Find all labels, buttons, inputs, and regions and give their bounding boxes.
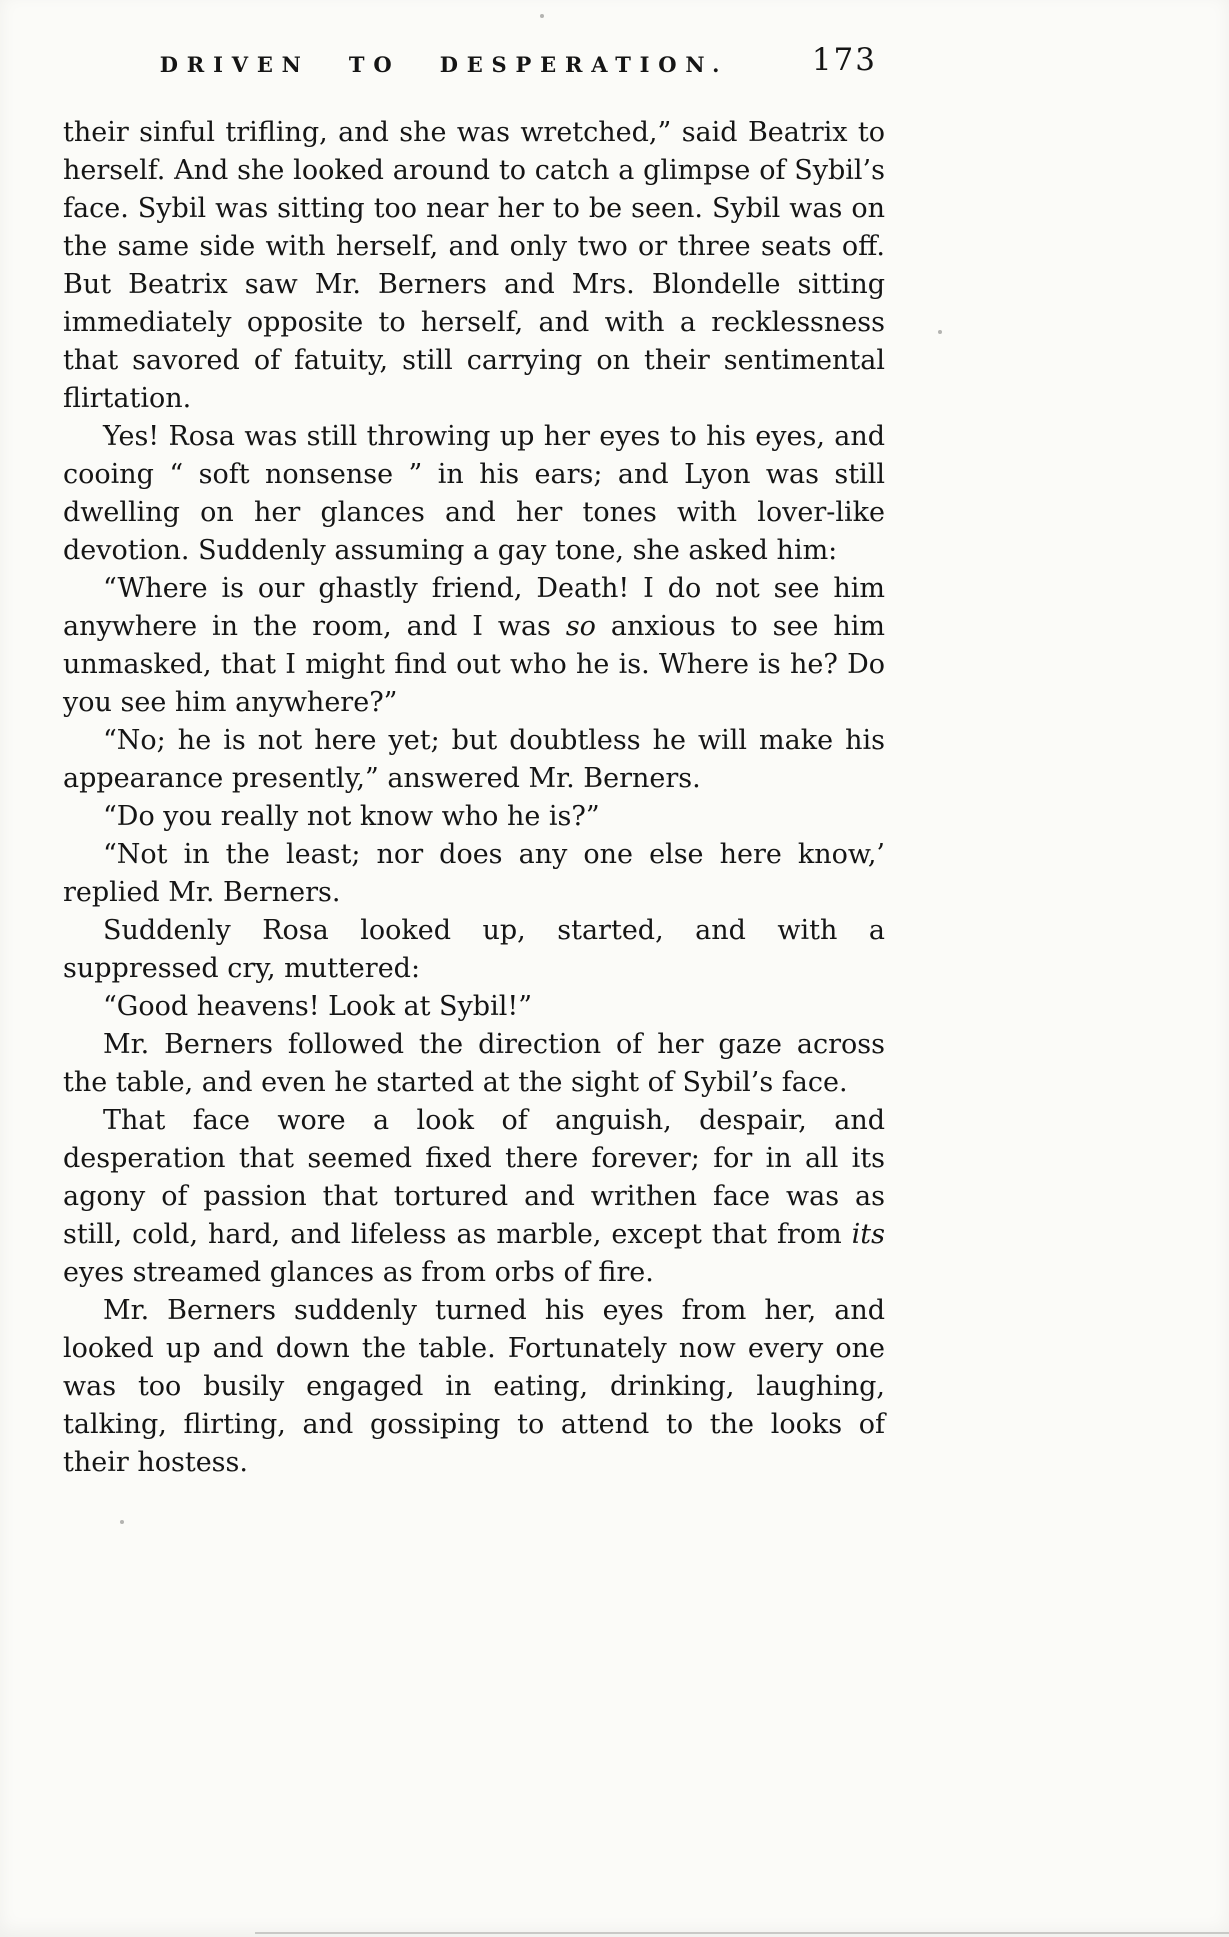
text-column	[63, 42, 885, 1482]
paragraph-text: That face wore a look of anguish, despair, and desperation that seemed fixed there forever; for in all its agony of passion that tortured and writhen face was as still, cold, hard, and lifeless as marble, except that from	[63, 1105, 885, 1250]
paragraph-text: its	[851, 1219, 885, 1250]
paragraph-text: Suddenly Rosa looked up, started, and with a suppressed cry, muttered:	[63, 915, 885, 984]
running-header-title: DRIVEN TO DESPERATION.	[159, 52, 729, 77]
paragraph	[63, 836, 885, 912]
paragraph	[63, 418, 885, 570]
paragraph	[63, 1102, 885, 1292]
scan-artifact-line	[255, 1932, 1229, 1934]
page-header	[63, 42, 885, 90]
paragraph	[63, 570, 885, 722]
paragraph-text: eyes streamed glances as from orbs of fire.	[63, 1257, 654, 1288]
paragraph-text: “No; he is not here yet; but doubtless he will make his appearance presently,” answered Mr. Berners.	[63, 725, 885, 794]
page-body	[63, 114, 885, 1482]
paragraph-text: “Good heavens! Look at Sybil!”	[103, 991, 532, 1022]
paragraph	[63, 798, 885, 836]
scan-speck	[540, 14, 544, 18]
paragraph-text: “Where is our ghastly friend, Death! I do not see him anywhere in the room, and I was	[63, 573, 885, 642]
page-number: 173	[811, 42, 877, 78]
paragraph-text: anxious to see him unmasked, that I might find out who he is. Where is he? Do you see him anywhere?”	[63, 611, 885, 718]
scan-speck	[938, 330, 942, 334]
paragraph-text: Yes! Rosa was still throwing up her eyes to his eyes, and cooing “ soft nonsense ” in his ears; and Lyon was still dwelling on her glances and her tones with lover-like devotion. Suddenly assuming a gay tone, she asked him:	[63, 421, 885, 566]
scan-speck	[120, 1520, 124, 1524]
paragraph-text: their sinful trifling, and she was wretched,” said Beatrix to herself. And she looked around to catch a glimpse of Sybil’s face. Sybil was sitting too near her to be seen. Sybil was on the same side with herself, and only two or three seats off. But Beatrix saw Mr. Berners and Mrs. Blondelle sitting immediately opposite to herself, and with a recklessness that savored of fatuity, still carrying on their sentimental flirtation.	[63, 117, 885, 414]
paragraph	[63, 1292, 885, 1482]
paragraph-text: “Not in the least; nor does any one else here know,’ replied Mr. Berners.	[63, 839, 885, 908]
paragraph-text: “Do you really not know who he is?”	[103, 801, 600, 832]
paragraph-text: Mr. Berners followed the direction of her gaze across the table, and even he started at the sight of Sybil’s face.	[63, 1029, 885, 1098]
paragraph	[63, 114, 885, 418]
paragraph	[63, 912, 885, 988]
paragraph-text: so	[565, 611, 596, 642]
paragraph	[63, 988, 885, 1026]
paragraph	[63, 722, 885, 798]
paragraph-text: Mr. Berners suddenly turned his eyes from her, and looked up and down the table. Fortunately now every one was too busily engaged in eating, drinking, laughing, talking, flirting, and gossiping to attend to the looks of their hostess.	[63, 1295, 885, 1478]
paragraph	[63, 1026, 885, 1102]
